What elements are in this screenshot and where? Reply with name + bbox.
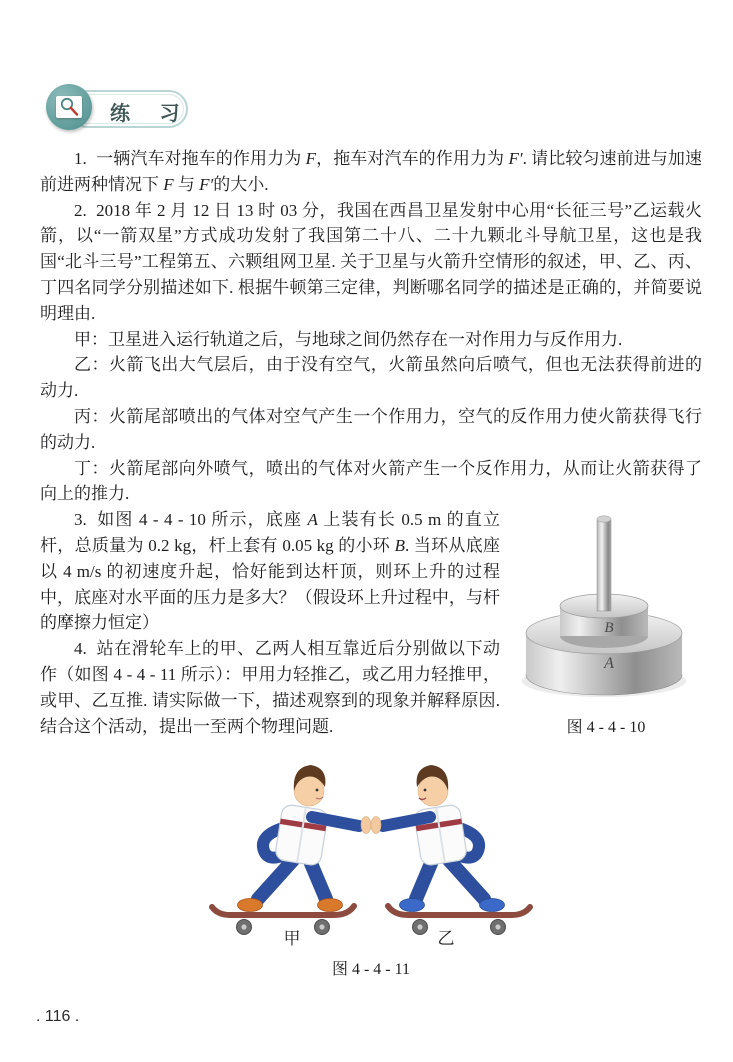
- exercise-badge: [46, 84, 196, 132]
- statement-bing: 丙：火箭尾部喷出的气体对空气产生一个作用力，空气的反作用力使火箭获得飞行的动力.: [40, 406, 703, 452]
- ring-symbol-B: B: [394, 535, 406, 555]
- figure-4-4-10-caption: 图 4 - 4 - 10: [566, 718, 646, 736]
- exercise-badge-label: 练 习: [110, 103, 192, 125]
- question-1-number: 1.: [74, 149, 87, 168]
- force-prime-symbol: F′: [199, 174, 214, 194]
- question-2-number: 2.: [74, 200, 87, 220]
- speaker-label: 乙：: [74, 355, 109, 375]
- ring-label-B: B: [604, 620, 614, 637]
- question-4: 4. 站在滑轮车上的甲、乙两人相互靠近后分别做以下动作（如图 4 - 4 - 11 所示）：甲用力轻推乙，或乙用力轻推甲，或甲、乙互推. 请实际做一下，描述观察到的现象并解释原因. 结合这个活动，提出一至两个物理问题.: [40, 639, 500, 736]
- question-4-number: 4.: [74, 639, 87, 659]
- question-3: 3. 如图 4 - 4 - 10 所示，底座 A 上装有长 0.5 m 的直立杆，总质量为 0.2 kg，杆上套有 0.05 kg 的小环 B. 当环从底座以 4 m/s 的初速度升起，恰好能到达杆顶，则环上升的过程中，底座对水平面的压力是多大？（假设环上升过程中，与杆的摩擦力恒定）: [40, 510, 501, 633]
- question-1: 1. 一辆汽车对拖车的作用力为 F，拖车对汽车的作用力为 F′. 请比较匀速前进与加速前进两种情况下 F 与 F′的大小.: [40, 149, 703, 194]
- statement-ding: 丁：火箭尾部向外喷气，喷出的气体对火箭产生一个反作用力，从而让火箭获得了向上的推力.: [40, 458, 703, 504]
- force-symbol: F: [163, 174, 174, 194]
- statement-jia: 甲：卫星进入运行轨道之后，与地球之间仍然存在一对作用力与反作用力.: [74, 329, 623, 349]
- boy-jia: [238, 765, 372, 912]
- speaker-label: 丁：: [74, 458, 109, 478]
- skaters-illustration: [206, 743, 536, 947]
- speaker-label: 丙：: [74, 406, 109, 426]
- speaker-label: 甲：: [74, 329, 108, 349]
- question-3-number: 3.: [74, 510, 87, 530]
- exercise-content: [40, 146, 702, 981]
- statement-yi: 乙：火箭飞出大气层后，由于没有空气，火箭虽然向后喷气，但也无法获得前进的动力.: [40, 355, 703, 401]
- skater-label-yi: 乙: [437, 929, 455, 948]
- force-prime-symbol: F′: [508, 149, 523, 168]
- rod-and-base-illustration: [516, 509, 696, 705]
- question-2: 2. 2018 年 2 月 12 日 13 时 03 分，我国在西昌卫星发射中心用“长征三号”乙运载火箭，以“一箭双星”方式成功发射了我国第二十八、二十九颗北斗导航卫星，这也是我国“北斗三号”工程第五、六颗组网卫星. 关于卫星与火箭升空情形的叙述，甲、乙、丙、丁四名同学分别描述如下. 根据牛顿第三定律，判断哪名同学的描述是正确的，并简要说明理由.: [40, 200, 702, 323]
- boy-yi: [371, 765, 505, 912]
- page-number: . 116 .: [36, 1008, 80, 1025]
- exercise-badge-circle: [46, 84, 92, 130]
- figure-4-4-10: [510, 509, 702, 739]
- base-symbol-A: A: [307, 510, 318, 530]
- magnifier-icon: [56, 96, 82, 118]
- figure-4-4-11: [201, 743, 541, 981]
- base-label-A: A: [604, 655, 614, 673]
- force-symbol: F: [305, 149, 317, 168]
- figure-4-4-11-caption: 图 4 - 4 - 11: [331, 961, 411, 979]
- skater-label-jia: 甲: [283, 929, 301, 948]
